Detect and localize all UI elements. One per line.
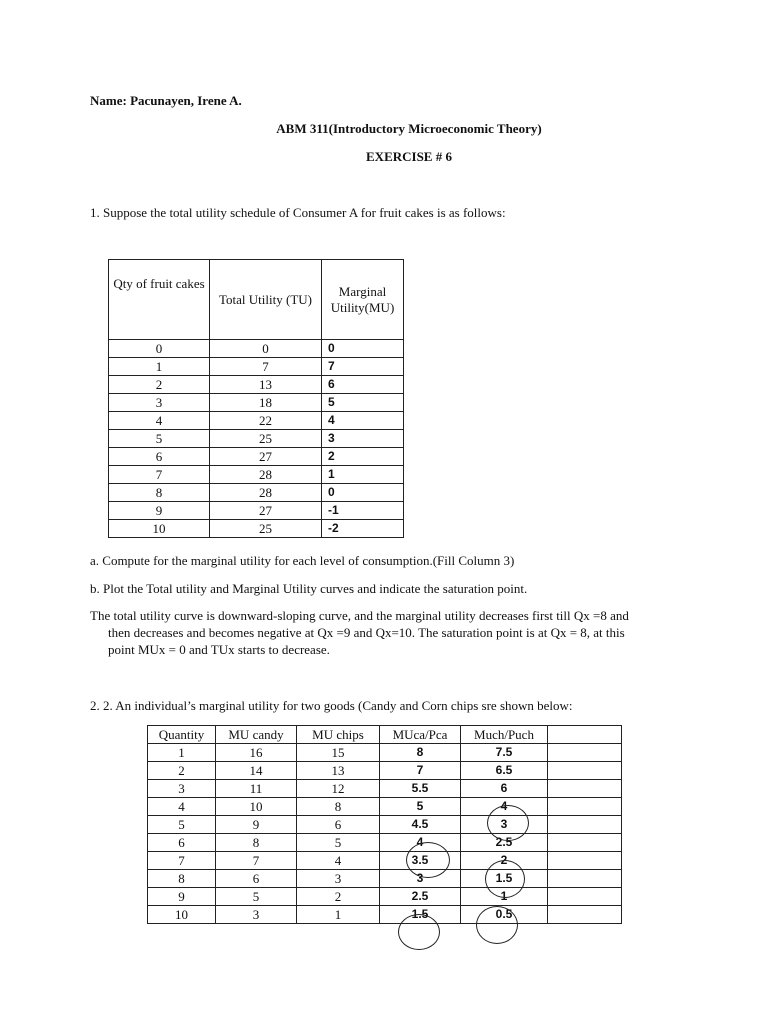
mu-per-price-chips-cell: 3: [461, 816, 548, 834]
question-1a: a. Compute for the marginal utility for each level of consumption.(Fill Column 3): [90, 553, 515, 568]
mu-per-price-chips-cell: 1.5: [461, 870, 548, 888]
course-title: ABM 311(Introductory Microeconomic Theory): [276, 121, 542, 136]
annotation-circle: [476, 906, 518, 944]
header-mu-per-price-chips: Much/Puch: [461, 726, 548, 744]
mu-per-price-candy-cell: 5.5: [380, 780, 461, 798]
mu-per-price-candy-cell: 3.5: [380, 852, 461, 870]
mu-candy-cell: 5: [216, 888, 297, 906]
qty-cell: 9: [109, 502, 210, 520]
annotation-circle: [487, 805, 529, 841]
table-row: [109, 520, 404, 538]
header-mu-candy: MU candy: [216, 726, 297, 744]
mu-per-price-candy-cell: 1.5: [380, 906, 461, 924]
tu-cell: 27: [210, 502, 322, 520]
mu-chips-cell: 1: [297, 906, 380, 924]
qty-cell: 0: [109, 340, 210, 358]
tu-cell: 7: [210, 358, 322, 376]
quantity-cell: 8: [148, 870, 216, 888]
table-header-row: [148, 726, 622, 744]
mu-per-price-candy-cell: 4: [380, 834, 461, 852]
quantity-cell: 4: [148, 798, 216, 816]
annotation-circle: [485, 860, 525, 898]
tu-cell: 27: [210, 448, 322, 466]
question-1b: b. Plot the Total utility and Marginal Utility curves and indicate the saturation point.: [90, 581, 528, 596]
student-name: Name: Pacunayen, Irene A.: [90, 93, 242, 108]
answer-paragraph: [90, 607, 680, 658]
total-utility-table: [108, 259, 404, 538]
blank-cell: [548, 816, 622, 834]
tu-cell: 18: [210, 394, 322, 412]
blank-cell: [548, 762, 622, 780]
quantity-cell: 2: [148, 762, 216, 780]
mu-candy-cell: 8: [216, 834, 297, 852]
tu-cell: 0: [210, 340, 322, 358]
mu-chips-cell: 4: [297, 852, 380, 870]
blank-cell: [548, 798, 622, 816]
header-blank: [548, 726, 622, 744]
blank-cell: [548, 780, 622, 798]
blank-cell: [548, 834, 622, 852]
quantity-cell: 6: [148, 834, 216, 852]
mu-cell: -1: [322, 502, 404, 520]
qty-cell: 5: [109, 430, 210, 448]
mu-per-price-candy-cell: 7: [380, 762, 461, 780]
mu-per-price-chips-cell: 2: [461, 852, 548, 870]
qty-cell: 1: [109, 358, 210, 376]
header-mu-per-price-candy: MUca/Pca: [380, 726, 461, 744]
mu-cell: 0: [322, 484, 404, 502]
question-1-prompt: 1. Suppose the total utility schedule of Consumer A for fruit cakes is as follows:: [90, 205, 506, 220]
quantity-cell: 3: [148, 780, 216, 798]
table-row: [148, 744, 622, 762]
mu-per-price-chips-cell: 4: [461, 798, 548, 816]
quantity-cell: 5: [148, 816, 216, 834]
blank-cell: [548, 870, 622, 888]
table-row: [148, 798, 622, 816]
table-header-row: [109, 260, 404, 340]
mu-chips-cell: 12: [297, 780, 380, 798]
table-row: [109, 430, 404, 448]
annotation-circle: [406, 842, 450, 878]
question-2-prompt: 2. 2. An individual’s marginal utility for two goods (Candy and Corn chips sre shown below:: [90, 698, 573, 713]
mu-per-price-candy-cell: 8: [380, 744, 461, 762]
mu-cell: 4: [322, 412, 404, 430]
table-row: [109, 340, 404, 358]
mu-candy-cell: 11: [216, 780, 297, 798]
mu-per-price-chips-cell: 0.5: [461, 906, 548, 924]
header-qty: Qty of fruit cakes: [109, 260, 210, 340]
mu-per-price-candy-cell: 2.5: [380, 888, 461, 906]
quantity-cell: 10: [148, 906, 216, 924]
mu-chips-cell: 5: [297, 834, 380, 852]
table-row: [109, 448, 404, 466]
qty-cell: 3: [109, 394, 210, 412]
qty-cell: 7: [109, 466, 210, 484]
mu-cell: -2: [322, 520, 404, 538]
mu-cell: 6: [322, 376, 404, 394]
table-row: [148, 906, 622, 924]
mu-candy-cell: 3: [216, 906, 297, 924]
qty-cell: 4: [109, 412, 210, 430]
table-row: [148, 816, 622, 834]
mu-chips-cell: 15: [297, 744, 380, 762]
mu-cell: 0: [322, 340, 404, 358]
exercise-title: EXERCISE # 6: [366, 149, 452, 164]
tu-cell: 28: [210, 484, 322, 502]
table-row: [148, 852, 622, 870]
header-mu-chips: MU chips: [297, 726, 380, 744]
mu-chips-cell: 8: [297, 798, 380, 816]
table-row: [148, 834, 622, 852]
quantity-cell: 1: [148, 744, 216, 762]
qty-cell: 2: [109, 376, 210, 394]
annotation-circle: [398, 914, 440, 950]
mu-cell: 7: [322, 358, 404, 376]
mu-candy-cell: 9: [216, 816, 297, 834]
mu-candy-cell: 16: [216, 744, 297, 762]
mu-per-price-candy-cell: 3: [380, 870, 461, 888]
tu-cell: 25: [210, 520, 322, 538]
mu-per-price-chips-cell: 6.5: [461, 762, 548, 780]
mu-chips-cell: 13: [297, 762, 380, 780]
mu-chips-cell: 3: [297, 870, 380, 888]
table-row: [109, 484, 404, 502]
table-row: [148, 870, 622, 888]
mu-chips-cell: 6: [297, 816, 380, 834]
marginal-utility-two-goods-table: [147, 725, 622, 924]
quantity-cell: 9: [148, 888, 216, 906]
tu-cell: 13: [210, 376, 322, 394]
tu-cell: 28: [210, 466, 322, 484]
mu-per-price-chips-cell: 1: [461, 888, 548, 906]
table-row: [109, 376, 404, 394]
qty-cell: 8: [109, 484, 210, 502]
mu-per-price-chips-cell: 7.5: [461, 744, 548, 762]
blank-cell: [548, 906, 622, 924]
header-total-utility: Total Utility (TU): [210, 260, 322, 340]
mu-candy-cell: 7: [216, 852, 297, 870]
mu-cell: 2: [322, 448, 404, 466]
qty-cell: 6: [109, 448, 210, 466]
answer-line-1: The total utility curve is downward-sloping curve, and the marginal utility decreases first till Qx =8 and: [90, 608, 629, 623]
table-row: [148, 888, 622, 906]
mu-per-price-chips-cell: 2.5: [461, 834, 548, 852]
table-row: [109, 412, 404, 430]
mu-candy-cell: 6: [216, 870, 297, 888]
mu-per-price-candy-cell: 5: [380, 798, 461, 816]
mu-cell: 3: [322, 430, 404, 448]
blank-cell: [548, 852, 622, 870]
header-marginal-utility: Marginal Utility(MU): [322, 260, 404, 340]
mu-per-price-chips-cell: 6: [461, 780, 548, 798]
mu-chips-cell: 2: [297, 888, 380, 906]
table-row: [109, 358, 404, 376]
table-row: [109, 394, 404, 412]
tu-cell: 22: [210, 412, 322, 430]
answer-line-3: point MUx = 0 and TUx starts to decrease.: [108, 642, 330, 657]
table-row: [148, 780, 622, 798]
table-row: [109, 466, 404, 484]
mu-per-price-candy-cell: 4.5: [380, 816, 461, 834]
qty-cell: 10: [109, 520, 210, 538]
mu-candy-cell: 10: [216, 798, 297, 816]
mu-cell: 1: [322, 466, 404, 484]
blank-cell: [548, 744, 622, 762]
answer-line-2: then decreases and becomes negative at Qx =9 and Qx=10. The saturation point is at Qx = 8, at this: [108, 625, 625, 640]
mu-cell: 5: [322, 394, 404, 412]
table-row: [109, 502, 404, 520]
mu-candy-cell: 14: [216, 762, 297, 780]
tu-cell: 25: [210, 430, 322, 448]
quantity-cell: 7: [148, 852, 216, 870]
table-row: [148, 762, 622, 780]
blank-cell: [548, 888, 622, 906]
header-quantity: Quantity: [148, 726, 216, 744]
